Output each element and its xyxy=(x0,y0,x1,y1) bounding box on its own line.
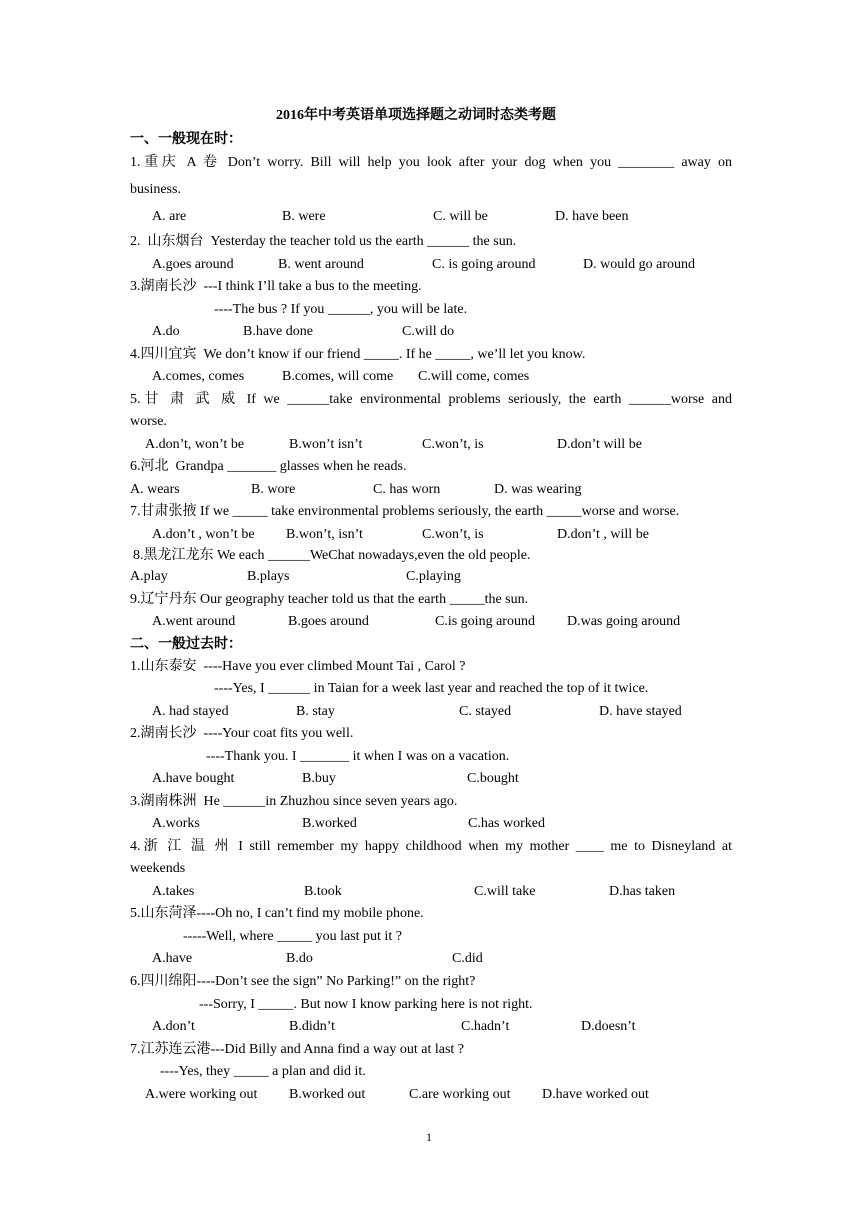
question-stem: 9.辽宁丹东 Our geography teacher told us that the earth _____the sun. xyxy=(130,592,529,607)
option-b: B.have done xyxy=(243,324,313,339)
question-stem: 6.河北 Grandpa _______ glasses when he reads. xyxy=(130,459,407,474)
option-c: C.playing xyxy=(406,569,461,584)
question-stem-continued: -----Well, where _____ you last put it ? xyxy=(183,929,402,944)
option-c: C.has worked xyxy=(468,816,545,831)
question-stem-continued: ---Sorry, I _____. But now I know parking here is not right. xyxy=(199,997,533,1012)
option-a: A.were working out xyxy=(145,1087,258,1102)
option-a: A.goes around xyxy=(152,257,234,272)
option-c: C.did xyxy=(452,951,483,966)
option-a: A.don’t , won’t be xyxy=(152,527,255,542)
section-heading: 二、一般过去时： xyxy=(130,637,242,652)
question-stem: 6.四川绵阳----Don’t see the sign” No Parking!” on the right? xyxy=(130,974,476,989)
option-c: C. has worn xyxy=(373,482,441,497)
option-d: D. have been xyxy=(555,209,629,224)
option-d: D.was going around xyxy=(567,614,681,629)
option-a: A. wears xyxy=(130,482,180,497)
option-c: C.will come, comes xyxy=(418,369,530,384)
question-stem: 3.湖南长沙 ---I think I’ll take a bus to the meeting. xyxy=(130,279,422,294)
option-d: D. would go around xyxy=(583,257,695,272)
page-title: 2016年中考英语单项选择题之动词时态类考题 xyxy=(276,108,556,123)
option-c: C.will do xyxy=(402,324,455,339)
option-a: A.don’t, won’t be xyxy=(145,437,245,452)
option-b: B.won’t isn’t xyxy=(289,437,363,452)
option-c: C.won’t, is xyxy=(422,437,484,452)
option-b: B. stay xyxy=(296,704,335,719)
option-c: C.are working out xyxy=(409,1087,511,1102)
section-heading: 一、一般现在时： xyxy=(130,132,242,147)
question-stem: 4.浙 江 温 州 I still remember my happy childhood when my mother ____ me to Disneyland at xyxy=(130,839,732,854)
option-b: B.plays xyxy=(247,569,290,584)
option-c: C.bought xyxy=(467,771,519,786)
question-stem: 3.湖南株洲 He ______in Zhuzhou since seven years ago. xyxy=(130,794,458,809)
option-c: C.hadn’t xyxy=(461,1019,510,1034)
question-stem-continued: ----The bus ? If you ______, you will be late. xyxy=(214,302,468,317)
option-b: B.won’t, isn’t xyxy=(286,527,363,542)
question-stem: 2. 山东烟台 Yesterday the teacher told us the earth ______ the sun. xyxy=(130,234,517,249)
option-c: C.will take xyxy=(474,884,536,899)
option-b: B.buy xyxy=(302,771,336,786)
option-b: B. wore xyxy=(251,482,296,497)
option-b: B.worked out xyxy=(289,1087,366,1102)
option-c: C. will be xyxy=(433,209,488,224)
option-a: A.play xyxy=(130,569,168,584)
option-c: C.is going around xyxy=(435,614,535,629)
option-b: B.comes, will come xyxy=(282,369,394,384)
option-a: A.don’t xyxy=(152,1019,195,1034)
option-b: B.worked xyxy=(302,816,357,831)
option-d: D.doesn’t xyxy=(581,1019,636,1034)
question-stem-continued: ----Yes, I ______ in Taian for a week last year and reached the top of it twice. xyxy=(214,681,649,696)
question-stem: 4.四川宜宾 We don’t know if our friend _____. If he _____, we’ll let you know. xyxy=(130,347,586,362)
option-b: B.goes around xyxy=(288,614,369,629)
option-a: A.have xyxy=(152,951,193,966)
option-a: A.went around xyxy=(152,614,236,629)
option-a: A.takes xyxy=(152,884,195,899)
option-d: D.has taken xyxy=(609,884,676,899)
option-a: A. are xyxy=(152,209,187,224)
option-a: A.works xyxy=(152,816,200,831)
question-stem-continued: worse. xyxy=(130,414,167,429)
option-a: A.comes, comes xyxy=(152,369,245,384)
question-stem: 1.重庆 A 卷 Don’t worry. Bill will help you look after your dog when you ________ away on xyxy=(130,155,732,170)
option-b: B.took xyxy=(304,884,342,899)
option-d: D. have stayed xyxy=(599,704,682,719)
option-a: A. had stayed xyxy=(152,704,229,719)
page-number: 1 xyxy=(426,1130,432,1144)
option-d: D.don’t will be xyxy=(557,437,642,452)
question-stem-continued: business. xyxy=(130,182,181,197)
question-stem: 2.湖南长沙 ----Your coat fits you well. xyxy=(130,726,354,741)
question-stem: 5.甘 肃 武 威 If we ______take environmental problems seriously, the earth ______worse and xyxy=(130,392,732,407)
option-c: C.won’t, is xyxy=(422,527,484,542)
option-a: A.do xyxy=(152,324,180,339)
option-b: B. were xyxy=(282,209,326,224)
option-d: D.have worked out xyxy=(542,1087,649,1102)
option-d: D. was wearing xyxy=(494,482,582,497)
option-d: D.don’t , will be xyxy=(557,527,649,542)
option-c: C. is going around xyxy=(432,257,536,272)
option-a: A.have bought xyxy=(152,771,235,786)
option-b: B.didn’t xyxy=(289,1019,336,1034)
question-stem: 1.山东泰安 ----Have you ever climbed Mount Tai , Carol ? xyxy=(130,659,466,674)
question-stem: 7.甘肃张掖 If we _____ take environmental problems seriously, the earth _____worse and worse. xyxy=(130,504,680,519)
question-stem: 8.黑龙江龙东 We each ______WeChat nowadays,even the old people. xyxy=(133,548,531,563)
option-c: C. stayed xyxy=(459,704,512,719)
question-stem-continued: ----Yes, they _____ a plan and did it. xyxy=(160,1064,366,1079)
question-stem-continued: ----Thank you. I _______ it when I was on a vacation. xyxy=(206,749,510,764)
question-stem: 7.江苏连云港---Did Billy and Anna find a way out at last ? xyxy=(130,1042,464,1057)
question-stem: 5.山东菏泽----Oh no, I can’t find my mobile phone. xyxy=(130,906,424,921)
option-b: B.do xyxy=(286,951,313,966)
question-stem-continued: weekends xyxy=(130,861,186,876)
option-b: B. went around xyxy=(278,257,364,272)
